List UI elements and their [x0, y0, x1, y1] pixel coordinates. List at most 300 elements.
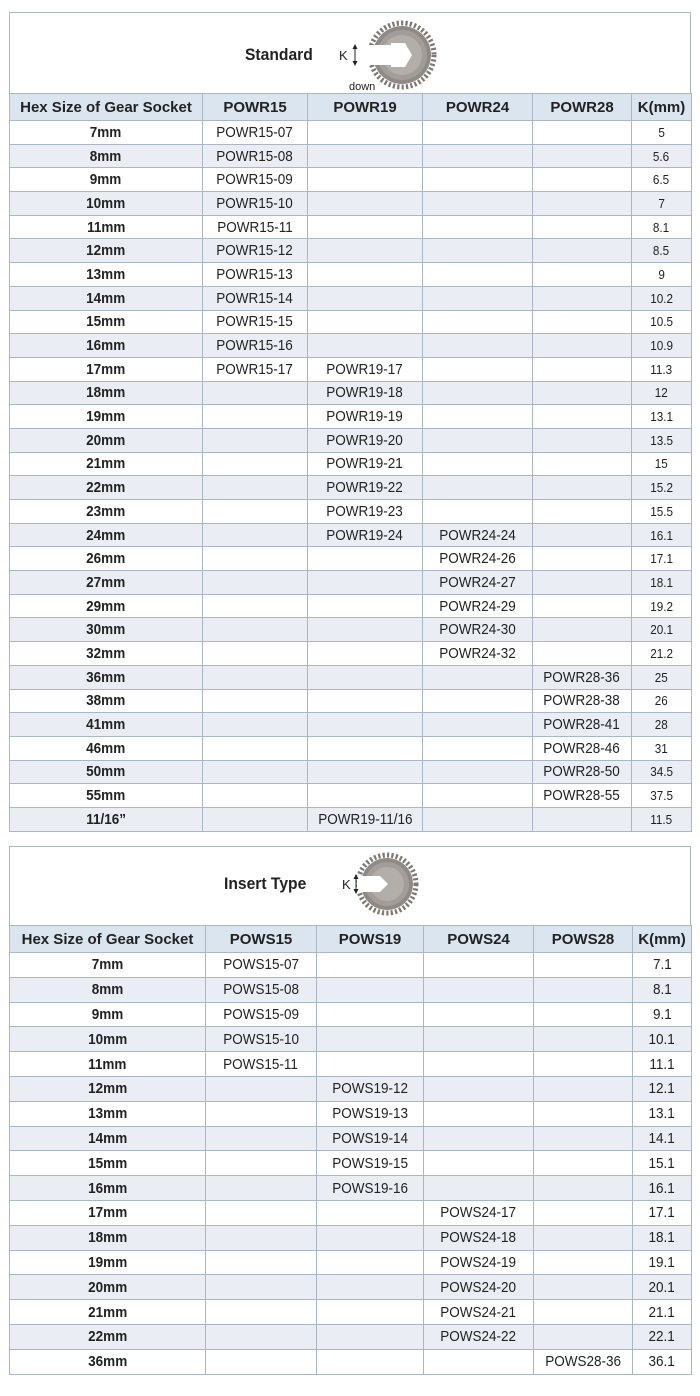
k-value-cell-text: 10.1 [648, 1030, 676, 1048]
table-row [10, 192, 692, 216]
k-value-cell-text: 16.1 [650, 527, 673, 543]
table-row [10, 144, 692, 168]
k-value-cell [633, 1225, 692, 1250]
hex-size-cell [10, 571, 203, 595]
part-number-cell [206, 1027, 317, 1052]
part-number-cell [308, 263, 423, 287]
part-number-cell [423, 452, 533, 476]
table-row [10, 1225, 692, 1250]
column-header: POWS15 [206, 926, 317, 953]
table-row [10, 1027, 692, 1052]
hex-size-cell [10, 500, 203, 524]
table-row [10, 977, 692, 1002]
part-number-cell [317, 1324, 424, 1349]
part-number-cell-text: POWR28-55 [543, 787, 621, 805]
k-value-cell-text: 17.1 [650, 551, 673, 567]
part-number-cell [203, 239, 308, 263]
k-value-cell-text: 20.1 [650, 622, 673, 638]
hex-size-cell [10, 1126, 206, 1151]
hex-size-cell-text: 7mm [91, 956, 124, 974]
column-header: Hex Size of Gear Socket [10, 94, 203, 121]
part-number-cell [424, 1225, 534, 1250]
part-number-cell [308, 618, 423, 642]
part-number-cell [308, 357, 423, 381]
part-number-cell [534, 1052, 633, 1077]
hex-size-cell [10, 1027, 206, 1052]
part-number-cell [533, 286, 632, 310]
part-number-cell [308, 121, 423, 145]
k-value-cell-text: 34.5 [650, 764, 673, 780]
part-number-cell [534, 1200, 633, 1225]
k-value-cell [632, 286, 692, 310]
table-row [10, 500, 692, 524]
column-header: POWS19 [317, 926, 424, 953]
part-number-cell-text: POWR19-24 [326, 526, 404, 544]
hex-size-cell [10, 1052, 206, 1077]
part-number-cell-text: POWR15-11 [217, 218, 293, 236]
table-row [10, 1101, 692, 1126]
part-number-cell [533, 405, 632, 429]
part-number-cell-text: POWS15-08 [223, 981, 299, 999]
k-value-cell-text: 10.5 [650, 314, 673, 330]
part-number-cell-text: POWS15-10 [223, 1030, 299, 1048]
part-number-cell [423, 476, 533, 500]
part-number-cell [424, 1151, 534, 1176]
part-number-cell [206, 1200, 317, 1225]
part-number-cell [203, 334, 308, 358]
part-number-cell [534, 1126, 633, 1151]
standard-table-body [10, 121, 692, 832]
k-value-cell [633, 1002, 692, 1027]
part-number-cell [423, 571, 533, 595]
k-value-cell-text: 7.1 [652, 956, 672, 974]
k-value-cell [633, 1300, 692, 1325]
part-number-cell [308, 523, 423, 547]
part-number-cell-text: POWR28-50 [543, 763, 621, 781]
part-number-cell [206, 1324, 317, 1349]
hex-size-cell-text: 12mm [86, 242, 126, 260]
k-value-cell-text: 9.1 [652, 1005, 672, 1023]
part-number-cell [423, 760, 533, 784]
insert-gear-diagram-icon [342, 850, 432, 920]
hex-size-cell [10, 1076, 206, 1101]
k-value-cell [633, 1101, 692, 1126]
part-number-cell [423, 310, 533, 334]
part-number-cell [424, 1324, 534, 1349]
table-row [10, 357, 692, 381]
k-value-cell [633, 1126, 692, 1151]
standard-section [9, 12, 691, 832]
part-number-cell [308, 642, 423, 666]
part-number-cell [317, 1076, 424, 1101]
part-number-cell [423, 239, 533, 263]
k-value-cell-text: 8.1 [652, 981, 672, 999]
k-value-cell [632, 239, 692, 263]
part-number-cell-text: POWR24-26 [439, 550, 516, 568]
part-number-cell [533, 547, 632, 571]
table-row [10, 334, 692, 358]
k-value-cell-text: 25 [654, 669, 669, 685]
k-value-cell [632, 192, 692, 216]
k-value-cell [633, 977, 692, 1002]
part-number-cell-text: POWR19-17 [326, 360, 404, 378]
part-number-cell [206, 1126, 317, 1151]
part-number-cell-text: POWR28-38 [543, 692, 621, 710]
part-number-cell-text: POWR24-30 [439, 621, 516, 639]
part-number-cell-text: POWR28-46 [543, 739, 621, 757]
part-number-cell-text: POWS24-18 [440, 1229, 517, 1247]
hex-size-cell-text: 24mm [86, 526, 126, 544]
part-number-cell [317, 953, 424, 978]
k-value-cell [632, 760, 692, 784]
part-number-cell [533, 523, 632, 547]
k-value-cell [632, 523, 692, 547]
part-number-cell [308, 547, 423, 571]
hex-size-cell-text: 26mm [86, 550, 126, 568]
k-value-cell-text: 20.1 [648, 1278, 676, 1296]
hex-size-cell [10, 310, 203, 334]
insert-table-body [10, 953, 692, 1375]
part-number-cell [308, 215, 423, 239]
insert-section [9, 846, 691, 1375]
table-row [10, 1324, 692, 1349]
hex-size-cell-text: 17mm [86, 360, 126, 378]
table-row [10, 1052, 692, 1077]
hex-size-cell [10, 1200, 206, 1225]
part-number-cell [308, 500, 423, 524]
k-value-cell [632, 547, 692, 571]
part-number-cell [308, 760, 423, 784]
k-value-cell-text: 10.2 [650, 290, 673, 306]
hex-size-cell [10, 1349, 206, 1374]
column-header: POWR24 [423, 94, 533, 121]
part-number-cell-text: POWS19-13 [332, 1105, 408, 1123]
part-number-cell [424, 953, 534, 978]
column-header: K(mm) [633, 926, 692, 953]
hex-size-cell-text: 20mm [86, 431, 126, 449]
part-number-cell-text: POWS24-17 [440, 1204, 517, 1222]
part-number-cell [317, 1225, 424, 1250]
table-row [10, 1250, 692, 1275]
k-value-cell [632, 665, 692, 689]
hex-size-cell [10, 215, 203, 239]
k-value-cell [632, 121, 692, 145]
part-number-cell [423, 168, 533, 192]
k-value-cell [632, 618, 692, 642]
standard-title: Standard [245, 45, 313, 64]
hex-size-cell [10, 452, 203, 476]
hex-size-cell [10, 977, 206, 1002]
hex-size-cell-text: 11mm [86, 218, 126, 236]
k-value-cell-text: 5.6 [653, 148, 670, 164]
part-number-cell [533, 144, 632, 168]
part-number-cell [317, 1002, 424, 1027]
gear-icon [357, 855, 416, 913]
hex-size-cell-text: 36mm [87, 1353, 128, 1371]
part-number-cell-text: POWR15-16 [216, 337, 294, 355]
k-value-cell-text: 15.1 [648, 1154, 676, 1172]
part-number-cell [533, 642, 632, 666]
k-value-cell-text: 18.1 [648, 1229, 676, 1247]
k-value-cell [632, 405, 692, 429]
part-number-cell-text: POWR24-32 [439, 644, 516, 662]
part-number-cell [308, 405, 423, 429]
part-number-cell [533, 239, 632, 263]
part-number-cell [206, 1275, 317, 1300]
k-value-cell-text: 37.5 [650, 788, 673, 804]
k-value-cell-text: 12.1 [648, 1080, 676, 1098]
table-row [10, 642, 692, 666]
k-value-cell [632, 689, 692, 713]
k-value-cell-text: 18.1 [650, 574, 673, 590]
hex-size-cell-text: 15mm [87, 1154, 128, 1172]
part-number-cell-text: POWR15-14 [216, 289, 294, 307]
part-number-cell [424, 1002, 534, 1027]
part-number-cell [423, 547, 533, 571]
hex-size-cell [10, 263, 203, 287]
part-number-cell-text: POWR19-21 [326, 455, 404, 473]
table-row [10, 1076, 692, 1101]
hex-size-cell-text: 19mm [87, 1253, 128, 1271]
part-number-cell [533, 121, 632, 145]
part-number-cell [317, 1250, 424, 1275]
part-number-cell [206, 1349, 317, 1374]
part-number-cell [308, 144, 423, 168]
k-value-cell-text: 15.5 [650, 503, 673, 519]
part-number-cell [308, 428, 423, 452]
part-number-cell-text: POWR15-07 [216, 123, 294, 141]
k-value-cell-text: 31 [654, 740, 669, 756]
part-number-cell-text: POWR19-18 [326, 384, 404, 402]
hex-size-cell [10, 239, 203, 263]
hex-size-cell-text: 55mm [86, 787, 126, 805]
part-number-cell-text: POWS28-36 [545, 1353, 621, 1371]
hex-size-cell [10, 1300, 206, 1325]
k-value-cell [633, 1151, 692, 1176]
k-value-cell [632, 428, 692, 452]
k-value-cell-text: 10.9 [650, 338, 673, 354]
hex-size-cell-text: 21mm [87, 1303, 128, 1321]
part-number-cell [308, 452, 423, 476]
part-number-cell [424, 1275, 534, 1300]
k-value-cell-text: 5 [658, 124, 665, 140]
table-row [10, 452, 692, 476]
part-number-cell [206, 1300, 317, 1325]
hex-size-cell-text: 29mm [86, 597, 126, 615]
hex-size-cell-text: 11/16” [86, 810, 126, 828]
part-number-cell [203, 428, 308, 452]
k-value-cell [633, 1027, 692, 1052]
part-number-cell-text: POWR24-29 [439, 597, 516, 615]
table-row [10, 523, 692, 547]
k-value-cell [633, 953, 692, 978]
k-value-cell [632, 713, 692, 737]
part-number-cell [308, 807, 423, 831]
part-number-cell-text: POWS24-22 [440, 1328, 517, 1346]
part-number-cell [203, 381, 308, 405]
hex-size-cell-text: 14mm [87, 1129, 128, 1147]
hex-size-cell [10, 381, 203, 405]
part-number-cell [533, 452, 632, 476]
part-number-cell [533, 760, 632, 784]
k-value-cell [632, 784, 692, 808]
part-number-cell-text: POWS24-19 [440, 1253, 517, 1271]
part-number-cell [423, 381, 533, 405]
table-row [10, 807, 692, 831]
k-value-cell-text: 14.1 [648, 1129, 676, 1147]
part-number-cell [423, 689, 533, 713]
table-row [10, 1300, 692, 1325]
hex-size-cell [10, 144, 203, 168]
table-row [10, 1176, 692, 1201]
down-label: down [349, 81, 376, 93]
k-dimension-label: K [339, 48, 348, 63]
column-header: POWS24 [424, 926, 534, 953]
hex-size-cell-text: 8mm [90, 147, 122, 165]
hex-size-cell [10, 760, 203, 784]
standard-title-box [9, 12, 691, 93]
hex-size-cell [10, 618, 203, 642]
part-number-cell [308, 713, 423, 737]
column-header: POWR19 [308, 94, 423, 121]
k-value-cell-text: 16.1 [648, 1179, 676, 1197]
part-number-cell [203, 784, 308, 808]
hex-size-cell [10, 1101, 206, 1126]
hex-size-cell [10, 1250, 206, 1275]
k-value-cell-text: 17.1 [648, 1204, 676, 1222]
hex-size-cell [10, 784, 203, 808]
part-number-cell [533, 665, 632, 689]
k-value-cell [632, 334, 692, 358]
part-number-cell [203, 357, 308, 381]
part-number-cell [533, 168, 632, 192]
k-value-cell-text: 11.5 [650, 811, 673, 827]
table-row [10, 168, 692, 192]
part-number-cell [423, 642, 533, 666]
k-value-cell-text: 13.1 [648, 1105, 676, 1123]
part-number-cell [423, 121, 533, 145]
hex-size-cell [10, 1176, 206, 1201]
part-number-cell [308, 286, 423, 310]
part-number-cell [424, 1176, 534, 1201]
table-row [10, 736, 692, 760]
k-value-cell [632, 594, 692, 618]
table-row [10, 286, 692, 310]
part-number-cell [423, 500, 533, 524]
part-number-cell [534, 1027, 633, 1052]
table-row [10, 665, 692, 689]
part-number-cell-text: POWR28-36 [543, 668, 621, 686]
part-number-cell [424, 977, 534, 1002]
part-number-cell [534, 953, 633, 978]
table-row [10, 1002, 692, 1027]
part-number-cell [206, 1002, 317, 1027]
part-number-cell [203, 736, 308, 760]
k-dimension-label: K [342, 877, 351, 892]
part-number-cell-text: POWS15-07 [223, 956, 299, 974]
column-header: POWR15 [203, 94, 308, 121]
hex-size-cell [10, 594, 203, 618]
part-number-cell [206, 953, 317, 978]
part-number-cell [424, 1250, 534, 1275]
part-number-cell [308, 665, 423, 689]
part-number-cell [533, 689, 632, 713]
part-number-cell [317, 1052, 424, 1077]
part-number-cell [317, 1176, 424, 1201]
hex-size-cell-text: 30mm [86, 621, 126, 639]
table-row [10, 594, 692, 618]
part-number-cell-text: POWR15-15 [216, 313, 294, 331]
part-number-cell [203, 405, 308, 429]
part-number-cell [534, 1225, 633, 1250]
column-header: POWR28 [533, 94, 632, 121]
k-value-cell-text: 6.5 [653, 172, 670, 188]
part-number-cell [308, 594, 423, 618]
k-value-cell [633, 1250, 692, 1275]
part-number-cell [533, 571, 632, 595]
part-number-cell [533, 476, 632, 500]
hex-size-cell [10, 689, 203, 713]
part-number-cell [533, 381, 632, 405]
k-value-cell [632, 571, 692, 595]
hex-size-cell [10, 168, 203, 192]
hex-size-cell-text: 18mm [86, 384, 126, 402]
part-number-cell-text: POWR15-08 [216, 147, 294, 165]
part-number-cell-text: POWR15-12 [216, 242, 294, 260]
part-number-cell [203, 547, 308, 571]
part-number-cell [533, 713, 632, 737]
hex-size-cell-text: 14mm [86, 289, 126, 307]
table-row [10, 263, 692, 287]
hex-size-cell-text: 32mm [86, 644, 126, 662]
k-value-cell [632, 500, 692, 524]
part-number-cell [203, 168, 308, 192]
table-row [10, 476, 692, 500]
hex-size-cell [10, 1275, 206, 1300]
part-number-cell [317, 1027, 424, 1052]
k-value-cell-text: 13.5 [650, 432, 673, 448]
hex-size-cell [10, 428, 203, 452]
table-row [10, 571, 692, 595]
table-row [10, 1200, 692, 1225]
part-number-cell [308, 334, 423, 358]
part-number-cell [203, 689, 308, 713]
part-number-cell-text: POWS15-09 [223, 1005, 299, 1023]
k-value-cell-text: 36.1 [648, 1353, 676, 1371]
part-number-cell [424, 1101, 534, 1126]
part-number-cell [533, 736, 632, 760]
part-number-cell [423, 144, 533, 168]
k-value-cell [633, 1052, 692, 1077]
hex-size-cell-text: 10mm [87, 1030, 128, 1048]
part-number-cell [206, 1151, 317, 1176]
part-number-cell-text: POWR15-13 [216, 265, 294, 283]
part-number-cell-text: POWS24-20 [440, 1278, 517, 1296]
insert-title-box [9, 846, 691, 925]
part-number-cell-text: POWS15-11 [223, 1055, 299, 1073]
k-value-cell [632, 263, 692, 287]
hex-size-cell [10, 1225, 206, 1250]
k-value-cell-text: 21.1 [648, 1303, 676, 1321]
part-number-cell-text: POWR19-11/16 [317, 810, 413, 828]
table-row [10, 547, 692, 571]
hex-size-cell-text: 36mm [86, 668, 126, 686]
part-number-cell [206, 1225, 317, 1250]
part-number-cell [203, 618, 308, 642]
part-number-cell [317, 1275, 424, 1300]
k-value-cell-text: 11.1 [649, 1055, 675, 1073]
part-number-cell [423, 357, 533, 381]
